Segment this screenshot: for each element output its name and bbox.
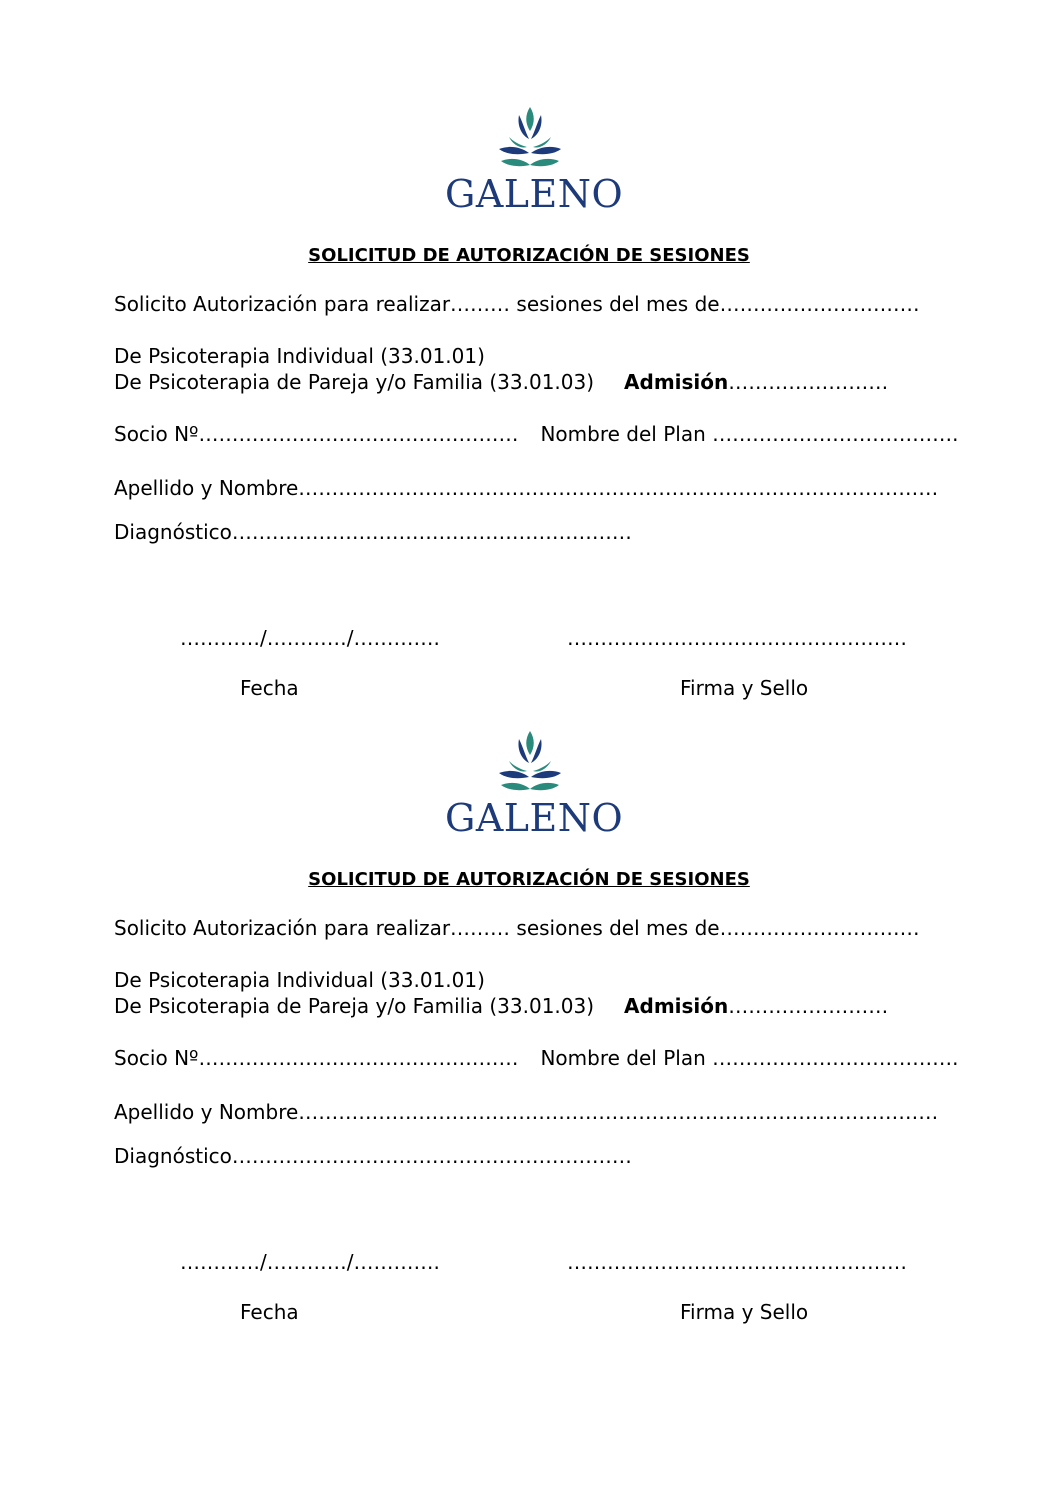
full-name-field[interactable]: Apellido y Nombre…………………………………………………………………………………… [114,1100,939,1124]
date-label: Fecha [240,676,299,700]
plan-name-field[interactable]: Nombre del Plan ………………………………. [540,422,959,446]
date-label: Fecha [240,1300,299,1324]
authorization-form-2 [0,729,1058,1329]
form-title: SOLICITUD DE AUTORIZACIÓN DE SESIONES [308,869,750,890]
couple-family-therapy-line [114,369,888,395]
galeno-logo [445,729,624,841]
sessions-request-line [114,291,920,317]
galeno-logo-text: GALENO [445,172,624,216]
signature-field[interactable]: …………………………………………… [567,626,907,650]
galeno-logo-text: GALENO [445,796,624,840]
admision-label: Admisión [624,994,729,1018]
sessions-request-prefix[interactable]: Solicito Autorización para realizar……… [114,916,511,940]
member-plan-line [114,421,958,447]
couple-family-therapy-line [114,993,888,1019]
signature-field[interactable]: …………………………………………… [567,1250,907,1274]
diagnosis-field[interactable]: Diagnóstico…………………………………………………… [114,1144,632,1168]
couple-family-therapy-option: De Psicoterapia de Pareja y/o Familia (33.01.03) [114,370,595,394]
admision-field[interactable]: …………………… [728,370,889,394]
authorization-form-1 [0,105,1058,705]
admision-label: Admisión [624,370,729,394]
signature-label: Firma y Sello [680,676,809,700]
full-name-field[interactable]: Apellido y Nombre…………………………………………………………………………………… [114,476,939,500]
galeno-emblem-icon [495,105,565,173]
sessions-request-prefix[interactable]: Solicito Autorización para realizar……… [114,292,511,316]
sessions-request-line [114,915,920,941]
member-plan-line [114,1045,958,1071]
plan-name-field[interactable]: Nombre del Plan ………………………………. [540,1046,959,1070]
month-request-text[interactable]: sesiones del mes de………………………… [510,916,920,940]
form-title: SOLICITUD DE AUTORIZACIÓN DE SESIONES [308,245,750,266]
admision-field[interactable]: …………………… [728,994,889,1018]
date-field[interactable]: …………/…………/…………. [180,626,440,650]
date-field[interactable]: …………/…………/…………. [180,1250,440,1274]
individual-therapy-option: De Psicoterapia Individual (33.01.01) [114,968,485,992]
member-number-field[interactable]: Socio Nº………………………………………… [114,422,519,446]
couple-family-therapy-option: De Psicoterapia de Pareja y/o Familia (33.01.03) [114,994,595,1018]
signature-label: Firma y Sello [680,1300,809,1324]
galeno-logo [445,105,624,217]
diagnosis-field[interactable]: Diagnóstico…………………………………………………… [114,520,632,544]
galeno-emblem-icon [495,729,565,797]
individual-therapy-option: De Psicoterapia Individual (33.01.01) [114,344,485,368]
member-number-field[interactable]: Socio Nº………………………………………… [114,1046,519,1070]
month-request-text[interactable]: sesiones del mes de………………………… [510,292,920,316]
